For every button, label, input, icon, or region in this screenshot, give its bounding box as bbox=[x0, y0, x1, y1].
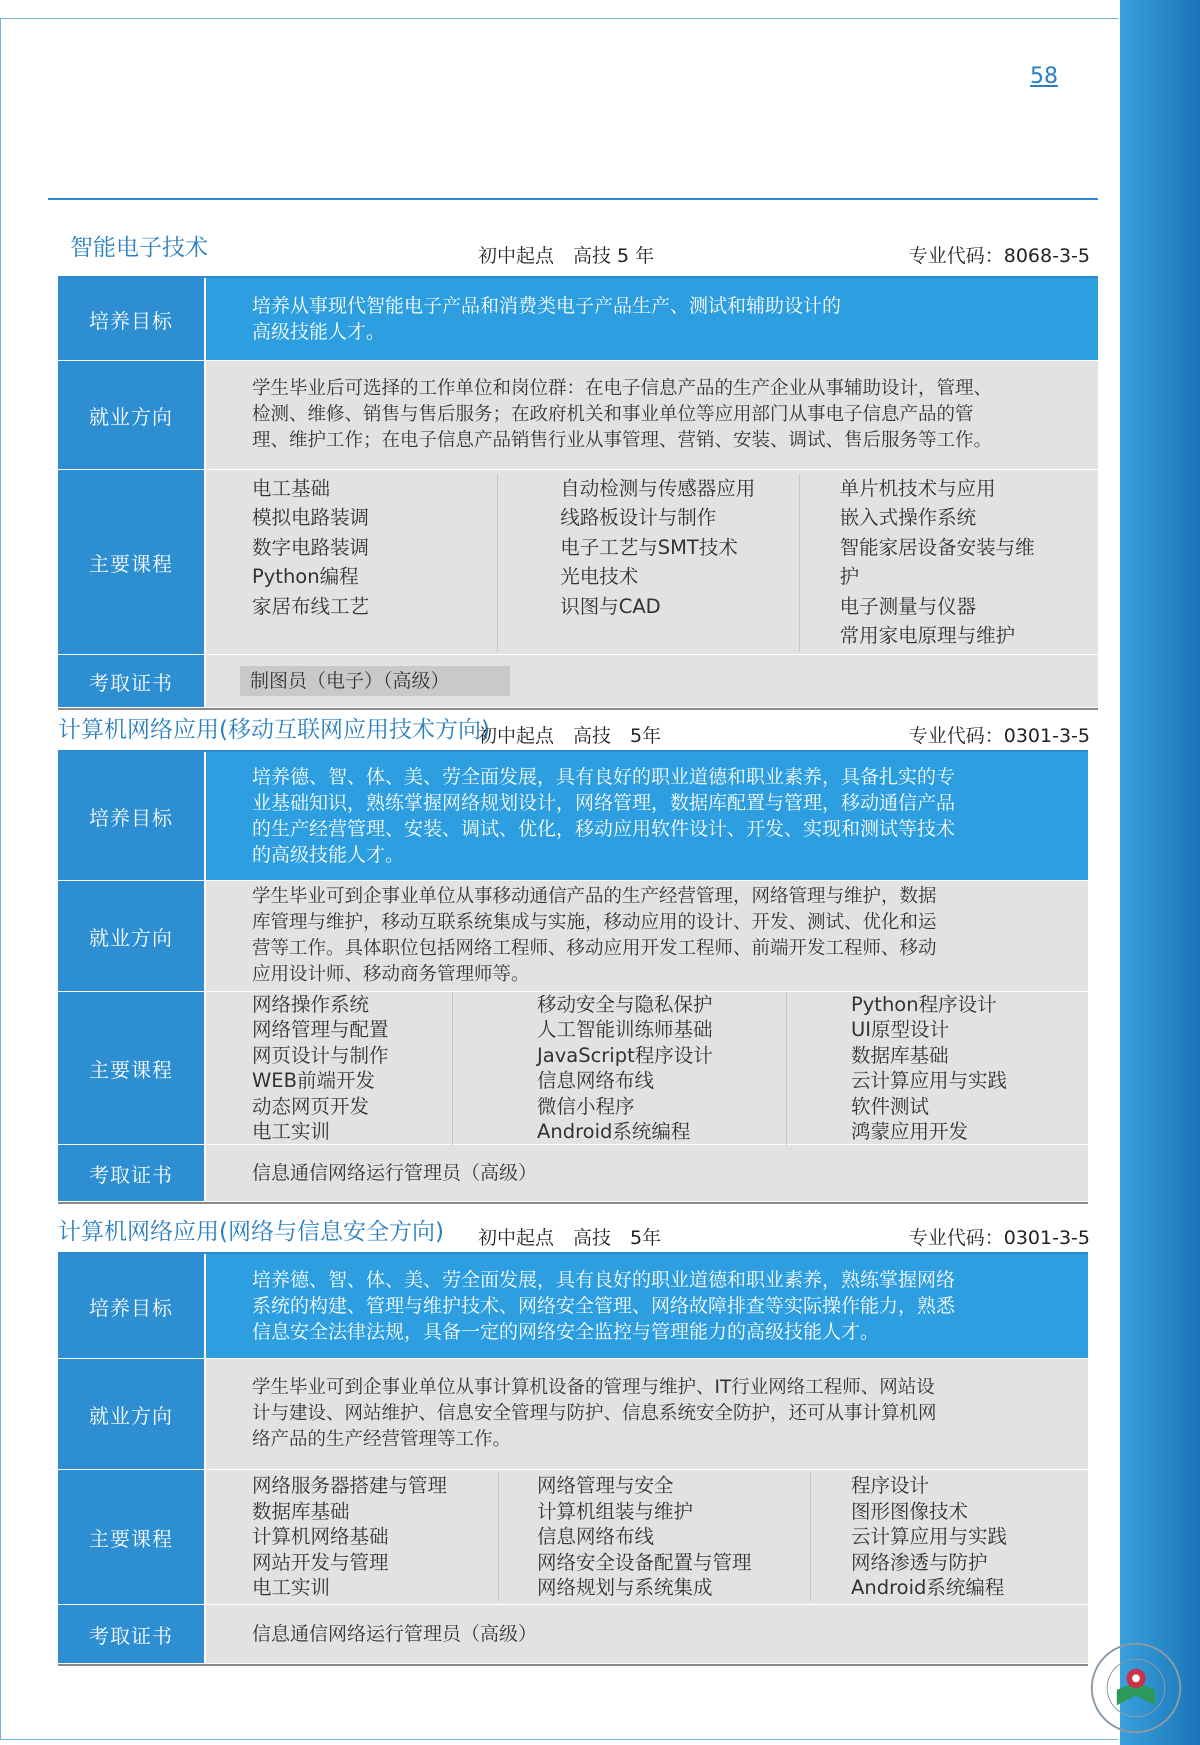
course-column bbox=[810, 1473, 1007, 1601]
goal-line: 培养德、智、体、美、劳全面发展，具有良好的职业道德和职业素养，熟练掌握网络 bbox=[252, 1269, 956, 1291]
course-column bbox=[252, 1473, 498, 1601]
course-item: 嵌入式操作系统 bbox=[839, 506, 977, 529]
section-meta: 初中起点 高技 5 年 bbox=[478, 245, 655, 267]
course-item: 信息网络布线 bbox=[537, 1525, 655, 1549]
goal-text bbox=[206, 752, 1088, 880]
right-edge-bar bbox=[1120, 0, 1200, 1745]
career-line: 络产品的生产经营管理等工作。 bbox=[252, 1429, 512, 1450]
goal-line: 业基础知识，熟练掌握网络规划设计，网络管理，数据库配置与管理，移动通信产品 bbox=[252, 792, 956, 814]
course-item: 移动安全与隐私保护 bbox=[537, 992, 713, 1016]
course-item: 光电技术 bbox=[560, 565, 639, 588]
course-item: UI原型设计 bbox=[851, 1018, 950, 1041]
course-item: Python编程 bbox=[252, 565, 359, 588]
goal-line: 的生产经营管理、安装、调试、优化，移动应用软件设计、开发、实现和测试等技术 bbox=[252, 818, 956, 840]
section-code: 专业代码：0301-3-5 bbox=[908, 1227, 1090, 1249]
section-header bbox=[58, 232, 1090, 268]
course-item: WEB前端开发 bbox=[252, 1069, 375, 1092]
course-item: 图形图像技术 bbox=[851, 1499, 969, 1523]
certificate-text: 信息通信网络运行管理员（高级） bbox=[252, 1162, 538, 1184]
section-meta: 初中起点 高技 5年 bbox=[478, 1227, 662, 1249]
course-item: 网页设计与制作 bbox=[252, 1043, 389, 1067]
goal-row bbox=[58, 278, 1098, 361]
career-row bbox=[58, 881, 1088, 992]
certificate-body bbox=[206, 1145, 1088, 1201]
certificate-row bbox=[58, 1605, 1088, 1664]
course-item: 网站开发与管理 bbox=[252, 1550, 389, 1574]
goal-line: 的高级技能人才。 bbox=[252, 844, 405, 866]
table-bottom-rule bbox=[58, 1202, 1088, 1204]
courses-row bbox=[58, 470, 1098, 655]
course-item: 单片机技术与应用 bbox=[839, 476, 996, 500]
page-number: 58 bbox=[1030, 64, 1058, 89]
course-item: 网络管理与安全 bbox=[537, 1474, 674, 1498]
certificate-label: 考取证书 bbox=[58, 1145, 206, 1201]
table-bottom-rule bbox=[58, 1664, 1088, 1666]
course-item: 模拟电路装调 bbox=[252, 506, 370, 529]
certificate-body bbox=[206, 1605, 1088, 1663]
course-item: 电工实训 bbox=[252, 1120, 331, 1143]
career-line: 检测、维修、销售与售后服务；在政府机关和事业单位等应用部门从事电子信息产品的管 bbox=[252, 404, 974, 425]
goal-text bbox=[206, 1254, 1088, 1358]
section-title: 计算机网络应用(移动互联网应用技术方向) bbox=[58, 717, 490, 743]
course-item: 计算机网络基础 bbox=[252, 1525, 389, 1549]
career-row bbox=[58, 1359, 1088, 1470]
course-column bbox=[799, 474, 1050, 651]
course-item: 家居布线工艺 bbox=[252, 594, 370, 618]
course-item: 识图与CAD bbox=[560, 594, 661, 618]
section-header bbox=[58, 1214, 1090, 1250]
courses-row bbox=[58, 1470, 1088, 1605]
course-item: Android系统编程 bbox=[851, 1576, 1005, 1600]
career-line: 学生毕业后可选择的工作单位和岗位群：在电子信息产品的生产企业从事辅助设计，管理、 bbox=[252, 378, 993, 399]
career-label: 就业方向 bbox=[58, 361, 206, 469]
course-item: 云计算应用与实践 bbox=[851, 1525, 1008, 1549]
course-item: 网络安全设备配置与管理 bbox=[537, 1550, 752, 1574]
course-column bbox=[497, 474, 798, 651]
courses-label: 主要课程 bbox=[58, 1470, 206, 1604]
career-label: 就业方向 bbox=[58, 1359, 206, 1469]
course-column bbox=[452, 992, 786, 1145]
course-item: 程序设计 bbox=[851, 1474, 930, 1498]
course-item: 数据库基础 bbox=[252, 1499, 350, 1523]
courses-label: 主要课程 bbox=[58, 470, 206, 654]
table-bottom-rule bbox=[58, 708, 1098, 710]
career-line: 学生毕业可到企事业单位从事移动通信产品的生产经营管理，网络管理与维护，数据 bbox=[252, 886, 937, 907]
certificate-row bbox=[58, 1145, 1088, 1202]
goal-line: 高级技能人才。 bbox=[252, 321, 386, 343]
section-header bbox=[58, 712, 1090, 748]
career-text bbox=[206, 361, 1098, 469]
goal-label: 培养目标 bbox=[58, 278, 206, 360]
course-column bbox=[786, 992, 1007, 1145]
goal-line: 信息安全法律法规，具备一定的网络安全监控与管理能力的高级技能人才。 bbox=[252, 1321, 880, 1343]
course-item: 电工实训 bbox=[252, 1576, 331, 1600]
career-text bbox=[206, 1359, 1088, 1469]
course-item: 网络操作系统 bbox=[252, 992, 370, 1016]
course-item: 软件测试 bbox=[851, 1094, 930, 1118]
career-line: 营等工作。具体职位包括网络工程师、移动应用开发工程师、前端开发工程师、移动 bbox=[252, 938, 937, 959]
course-column bbox=[252, 474, 497, 651]
goal-text bbox=[206, 278, 1098, 360]
career-line: 理、维护工作；在电子信息产品销售行业从事管理、营销、安装、调试、售后服务等工作。 bbox=[252, 430, 993, 451]
career-line: 库管理与维护，移动互联系统集成与实施，移动应用的设计、开发、测试、优化和运 bbox=[252, 912, 937, 933]
course-item: 数据库基础 bbox=[851, 1043, 949, 1067]
section-code: 专业代码：0301-3-5 bbox=[908, 725, 1090, 747]
career-row bbox=[58, 361, 1098, 470]
certificate-row bbox=[58, 655, 1098, 708]
course-item: Android系统编程 bbox=[537, 1120, 691, 1143]
course-item: 电工基础 bbox=[252, 476, 331, 500]
course-item: 线路板设计与制作 bbox=[560, 506, 717, 529]
career-line: 计与建设、网站维护、信息安全管理与防护、信息系统安全防护，还可从事计算机网 bbox=[252, 1403, 937, 1424]
goal-line: 培养从事现代智能电子产品和消费类电子产品生产、测试和辅助设计的 bbox=[252, 295, 842, 317]
career-label: 就业方向 bbox=[58, 881, 206, 991]
goal-label: 培养目标 bbox=[58, 1254, 206, 1358]
courses-body bbox=[206, 1470, 1088, 1604]
course-item: 智能家居设备安装与维护 bbox=[839, 535, 1035, 588]
goal-row bbox=[58, 752, 1088, 881]
course-item: 网络规划与系统集成 bbox=[537, 1576, 713, 1600]
goal-line: 系统的构建、管理与维护技术、网络安全管理、网络故障排查等实际操作能力，熟悉 bbox=[252, 1295, 956, 1317]
courses-body bbox=[206, 470, 1098, 654]
course-item: 计算机组装与维护 bbox=[537, 1499, 694, 1523]
course-column bbox=[252, 992, 452, 1145]
course-item: 常用家电原理与维护 bbox=[839, 624, 1016, 647]
course-column bbox=[498, 1473, 810, 1601]
section-title: 计算机网络应用(网络与信息安全方向) bbox=[58, 1219, 444, 1245]
top-rule bbox=[48, 198, 1098, 200]
course-item: 网络渗透与防护 bbox=[851, 1550, 988, 1574]
course-item: 电子工艺与SMT技术 bbox=[560, 535, 738, 559]
program-table bbox=[58, 276, 1098, 710]
course-item: 网络服务器搭建与管理 bbox=[252, 1474, 448, 1498]
course-item: 动态网页开发 bbox=[252, 1094, 370, 1118]
course-item: 电子测量与仪器 bbox=[839, 594, 977, 618]
courses-row bbox=[58, 992, 1088, 1145]
school-seal-icon bbox=[1088, 1640, 1184, 1736]
course-item: 网络管理与配置 bbox=[252, 1018, 389, 1041]
certificate-body bbox=[206, 655, 1098, 707]
section-code: 专业代码：8068-3-5 bbox=[908, 245, 1090, 267]
program-table bbox=[58, 750, 1088, 1204]
program-table bbox=[58, 1252, 1088, 1666]
courses-body bbox=[206, 992, 1088, 1144]
course-item: 云计算应用与实践 bbox=[851, 1069, 1008, 1092]
course-item: 数字电路装调 bbox=[252, 535, 370, 559]
career-line: 学生毕业可到企事业单位从事计算机设备的管理与维护、IT行业网络工程师、网站设 bbox=[252, 1377, 935, 1398]
course-item: 鸿蒙应用开发 bbox=[851, 1120, 969, 1143]
certificate-text: 制图员（电子）（高级） bbox=[240, 666, 510, 696]
goal-line: 培养德、智、体、美、劳全面发展，具有良好的职业道德和职业素养，具备扎实的专 bbox=[252, 766, 956, 788]
course-item: Python程序设计 bbox=[851, 992, 997, 1016]
course-item: JavaScript程序设计 bbox=[537, 1043, 713, 1067]
course-item: 自动检测与传感器应用 bbox=[560, 476, 756, 500]
goal-label: 培养目标 bbox=[58, 752, 206, 880]
certificate-label: 考取证书 bbox=[58, 1605, 206, 1663]
courses-label: 主要课程 bbox=[58, 992, 206, 1144]
certificate-text: 信息通信网络运行管理员（高级） bbox=[252, 1623, 538, 1645]
career-line: 应用设计师、移动商务管理师等。 bbox=[252, 964, 530, 985]
section-meta: 初中起点 高技 5年 bbox=[478, 725, 662, 747]
section-title: 智能电子技术 bbox=[70, 235, 208, 261]
course-item: 信息网络布线 bbox=[537, 1069, 655, 1092]
certificate-label: 考取证书 bbox=[58, 655, 206, 707]
career-text bbox=[206, 881, 1088, 991]
goal-row bbox=[58, 1254, 1088, 1359]
course-item: 微信小程序 bbox=[537, 1094, 635, 1118]
course-item: 人工智能训练师基础 bbox=[537, 1018, 713, 1041]
